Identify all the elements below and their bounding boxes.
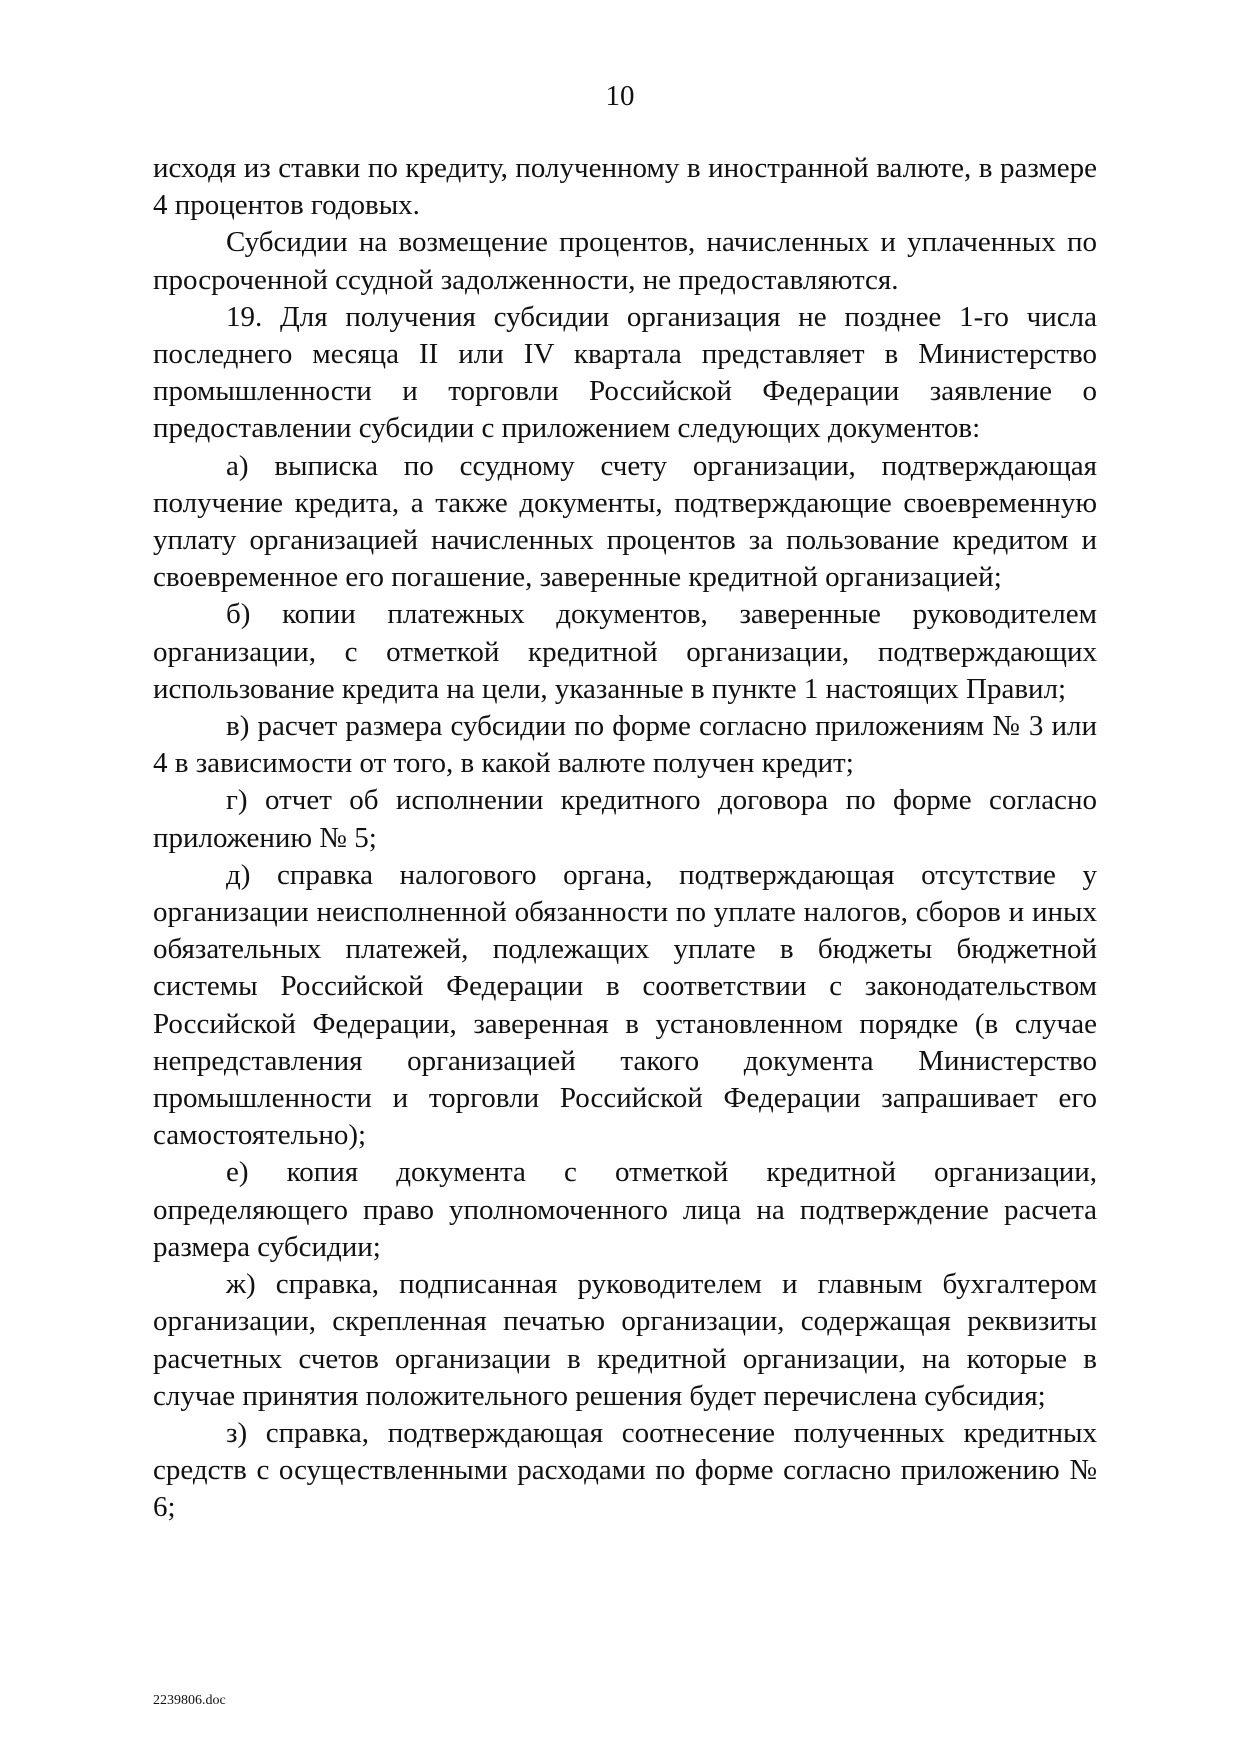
list-item-v: в) расчет размера субсидии по форме согласно приложениям № 3 или 4 в зависимости от того, в какой валюте получен кредит; xyxy=(153,710,1097,780)
paragraph-continuation: исходя из ставки по кредиту, полученному в иностранной валюте, в размере 4 процентов годовых. xyxy=(153,152,1097,222)
page-number: 10 xyxy=(605,80,635,112)
list-item-d: д) справка налогового органа, подтверждающая отсутствие у организации неисполненной обязанности по уплате налогов, сборов и иных обязательных платежей, подлежащих уплате в бюджеты бюджетной системы Российской Федерации в соответствии с законодательством Российской Федерации, заверенная в установленном порядке (в случае непредставления организацией такого документа Министерство промышленности и торговли Российской Федерации запрашивает его самостоятельно); xyxy=(153,858,1097,1152)
list-item-e: е) копия документа с отметкой кредитной организации, определяющего право уполномоченного лица на подтверждение расчета размера субсидии; xyxy=(153,1156,1097,1263)
list-item-zh: ж) справка, подписанная руководителем и главным бухгалтером организации, скрепленная печатью организации, содержащая реквизиты расчетных счетов организации в кредитной организации, на которые в случае принятия положительного решения будет перечислена субсидия; xyxy=(153,1268,1097,1412)
paragraph-overdue-interest: Субсидии на возмещение процентов, начисленных и уплаченных по просроченной ссудной задолженности, не предоставляются. xyxy=(153,226,1097,296)
document-body xyxy=(153,150,1097,1527)
list-item-g: г) отчет об исполнении кредитного договора по форме согласно приложению № 5; xyxy=(153,784,1097,854)
list-item-z: з) справка, подтверждающая соотнесение полученных кредитных средств с осуществленными расходами по форме согласно приложению № 6; xyxy=(153,1416,1097,1524)
list-item-a: а) выписка по ссудному счету организации, подтверждающая получение кредита, а также документы, подтверждающие своевременную уплату организацией начисленных процентов за пользование кредитом и своевременное его погашение, заверенные кредитной организацией; xyxy=(153,449,1097,594)
list-item-b: б) копии платежных документов, заверенные руководителем организации, с отметкой кредитной организации, подтверждающих использование кредита на цели, указанные в пункте 1 настоящих Правил; xyxy=(153,598,1097,705)
paragraph-item-19: 19. Для получения субсидии организация не позднее 1-го числа последнего месяца II или IV квартала представляет в Министерство промышленности и торговли Российской Федерации заявление о предоставлении субсидии с приложением следующих документов: xyxy=(153,300,1097,445)
document-file-id: 2239806.doc xyxy=(153,1693,226,1708)
